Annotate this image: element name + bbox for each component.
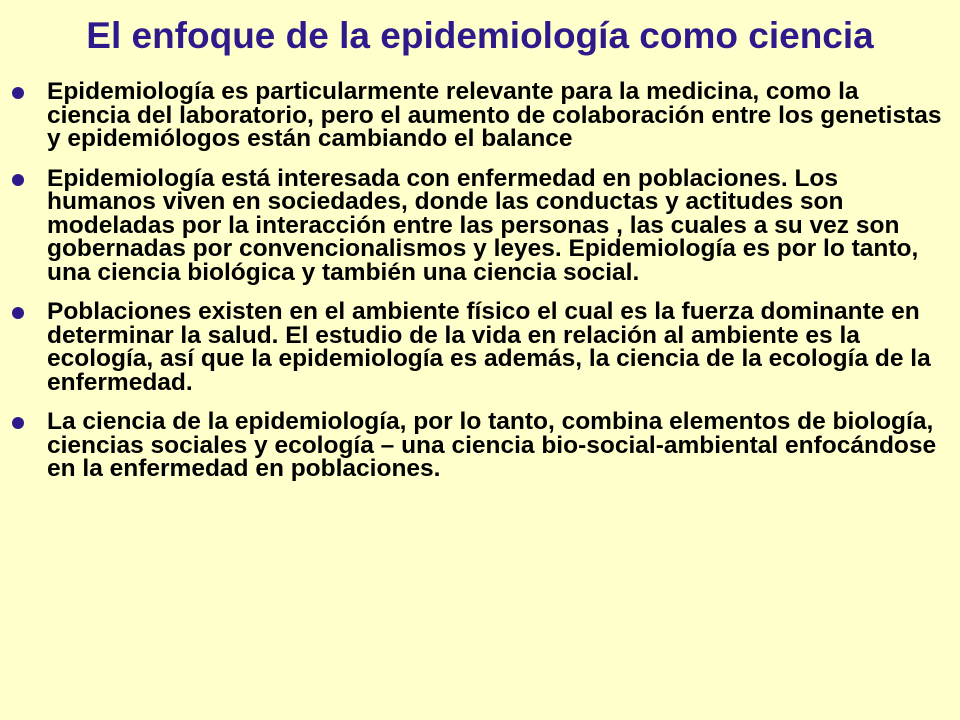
bullet-dot-icon: [12, 417, 24, 429]
bullet-item: [12, 80, 947, 151]
bullet-dot-icon: [12, 307, 24, 319]
bullet-dot-icon: [12, 87, 24, 99]
bullet-item: [12, 410, 947, 481]
bullet-item: [12, 300, 947, 394]
bullet-list: [12, 80, 947, 497]
bullet-text: Poblaciones existen en el ambiente físico el cual es la fuerza dominante en determinar la salud. El estudio de la vida en relación al ambiente es la ecología, así que la epidemiología es además, la ciencia de la ecología de la enfermedad.: [47, 298, 931, 396]
bullet-text: Epidemiología es particularmente relevante para la medicina, como la ciencia del laboratorio, pero el aumento de colaboración entre los genetistas y epidemiólogos están cambiando el balance: [47, 78, 942, 152]
bullet-item: [12, 164, 947, 286]
bullet-dot-icon: [12, 174, 24, 186]
bullet-text: Epidemiología está interesada con enfermedad en poblaciones. Los humanos viven en sociedades, donde las conductas y actitudes son modeladas por la interacción entre las personas , las cuales a su vez son gobernadas por convencionalismos y leyes. Epidemiología es por lo tanto, una ciencia biológica y también una ciencia social.: [47, 164, 919, 286]
bullet-text: La ciencia de la epidemiología, por lo tanto, combina elementos de biología, ciencias sociales y ecología – una ciencia bio-social-ambiental enfocándose en la enfermedad en poblaciones.: [47, 408, 937, 482]
slide-title: El enfoque de la epidemiología como ciencia: [86, 15, 874, 56]
